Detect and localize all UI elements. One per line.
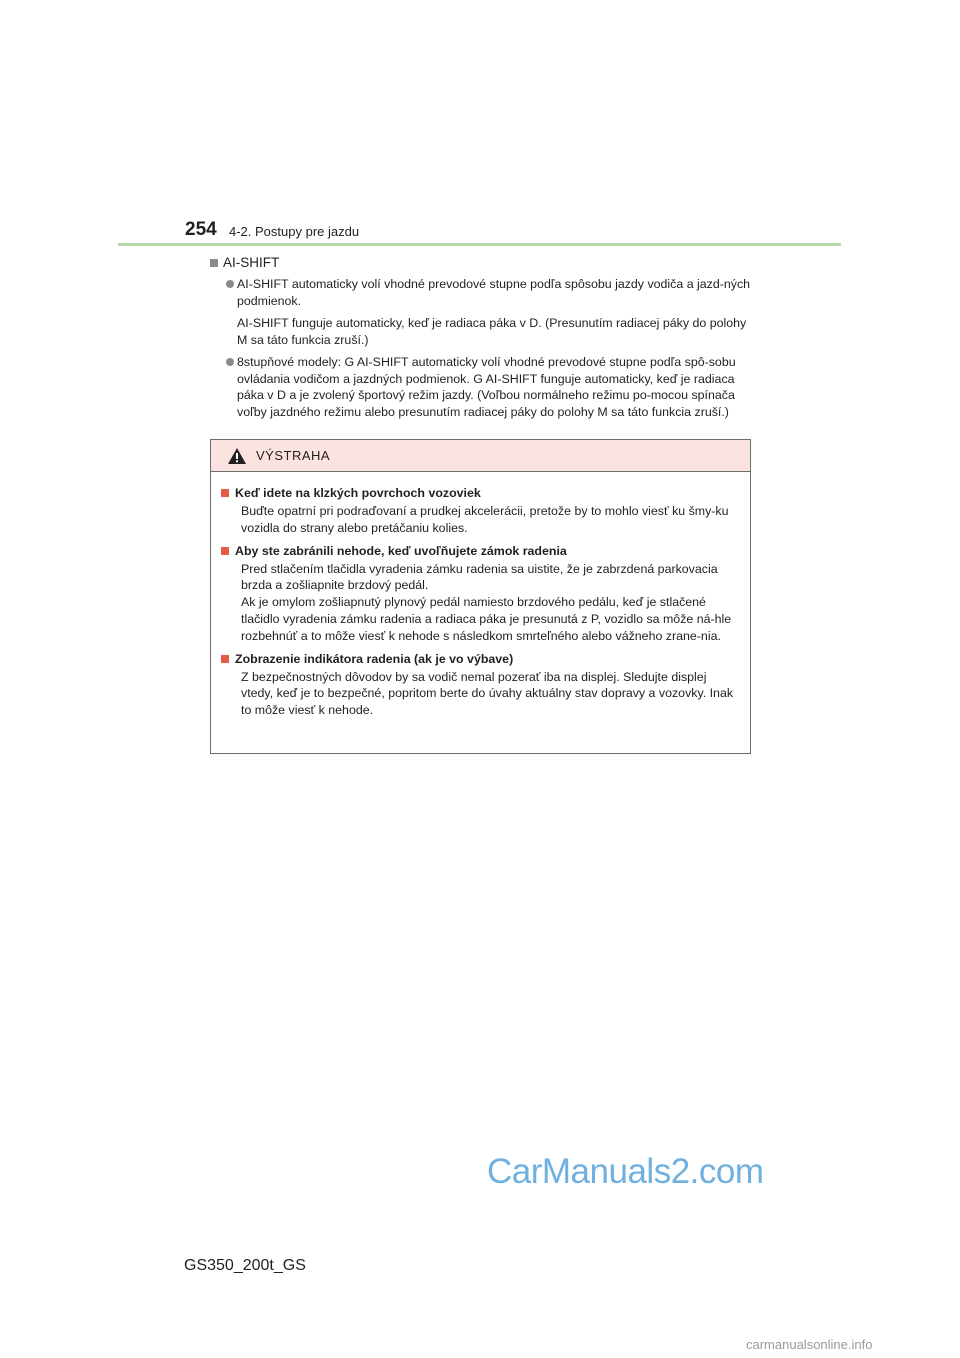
square-bullet-icon <box>210 259 218 267</box>
warning-title: VÝSTRAHA <box>256 448 331 463</box>
warning-body <box>211 472 750 719</box>
warning-item-text: Z bezpečnostných dôvodov by sa vodič nemal pozerať iba na displej. Sledujte displej vtedy, keď je to bezpečné, popritom berte do úvahy aktuálny stav dopravy a vozovky. Inak to môže viesť k nehode. <box>241 669 734 718</box>
warning-triangle-icon <box>228 448 246 464</box>
watermark-logo: CarManuals2.com <box>487 1152 764 1191</box>
warning-item <box>221 486 740 537</box>
warning-header <box>211 440 750 472</box>
paragraph: 8stupňové modely: G AI-SHIFT automaticky volí vhodné prevodové stupne podľa spô-sobu ovládania vodičom a jazdných podmienok. G AI-SHIFT funguje automaticky, keď je radiaca páka v D a je zvolený športový režim jazdy. (Voľbou normálneho režimu po-mocou spínača voľby jazdného režimu alebo presunutím radiacej páky do polohy M sa táto funkcia zruší.) <box>237 355 736 419</box>
footer-code: GS350_200t_GS <box>184 1257 306 1274</box>
list-item <box>210 354 755 420</box>
list-item <box>210 276 755 348</box>
square-bullet-icon <box>221 489 229 497</box>
circle-bullet-icon <box>226 280 234 288</box>
circle-bullet-icon <box>226 358 234 366</box>
square-bullet-icon <box>221 547 229 555</box>
main-content <box>210 255 755 426</box>
warning-box <box>210 439 751 754</box>
section-heading <box>210 255 755 270</box>
page-number: 254 <box>185 219 217 240</box>
warning-item-heading: Zobrazenie indikátora radenia (ak je vo výbave) <box>235 651 514 666</box>
warning-item-text: Pred stlačením tlačidla vyradenia zámku radenia sa uistite, že je zabrzdená parkovacia brzda a zošliapnite brzdový pedál. <box>241 561 718 593</box>
warning-item <box>221 544 740 645</box>
section-title: 4-2. Postupy pre jazdu <box>229 224 360 239</box>
header-divider <box>118 243 841 246</box>
section-heading-text: AI-SHIFT <box>223 255 280 270</box>
warning-item <box>221 652 740 719</box>
paragraph: AI-SHIFT automaticky volí vhodné prevodové stupne podľa spôsobu jazdy vodiča a jazd-ných podmienok. <box>237 277 751 308</box>
site-logo: carmanualsonline.info <box>746 1337 873 1352</box>
square-bullet-icon <box>221 655 229 663</box>
warning-item-text: Ak je omylom zošliapnutý plynový pedál namiesto brzdového pedálu, keď je stlačené tlačidlo vyradenia zámku radenia a radiaca páka je presunutá z P, vozidlo sa môže ná-hle rozbehnúť a to môže viesť k nehode s následkom smrteľného alebo vážneho zrane-nia. <box>241 595 732 643</box>
warning-item-text: Buďte opatrní pri podraďovaní a prudkej akcelerácii, pretože by to mohlo viesť ku šmy-ku vozidla do strany alebo pretáčaniu kolies. <box>241 504 729 535</box>
paragraph: AI-SHIFT funguje automaticky, keď je radiaca páka v D. (Presunutím radiacej páky do polohy M sa táto funkcia zruší.) <box>237 316 747 347</box>
warning-item-heading: Aby ste zabránili nehode, keď uvoľňujete zámok radenia <box>235 543 567 558</box>
warning-item-heading: Keď idete na klzkých povrchoch vozoviek <box>235 486 481 500</box>
